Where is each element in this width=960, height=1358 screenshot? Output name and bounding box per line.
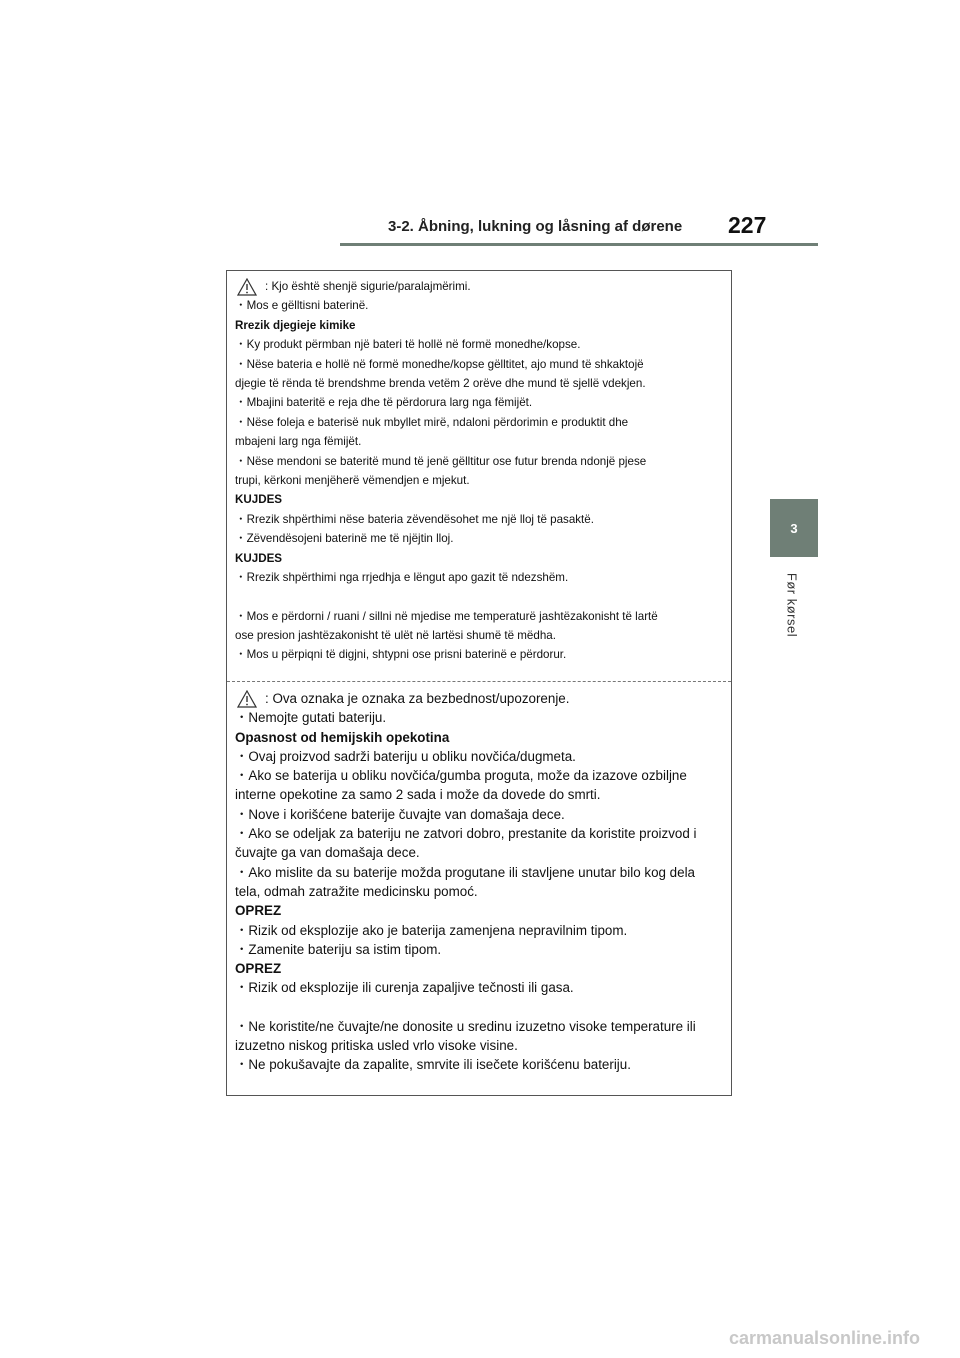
blank-line <box>235 588 715 607</box>
warning-line: mbajeni larg nga fëmijët. <box>235 435 362 449</box>
caution-heading: KUJDES <box>235 551 283 565</box>
battery-warning-box <box>226 270 732 1096</box>
warning-symbol-line <box>235 689 715 708</box>
warning-triangle-icon <box>237 278 257 296</box>
warning-line: trupi, kërkoni menjëherë vëmendjen e mjekut. <box>235 474 470 488</box>
warning-line: ・Ne pokušavajte da zapalite, smrvite ili isečete korišćenu bateriju. <box>235 1057 631 1073</box>
chapter-number: 3 <box>790 520 798 536</box>
caution-heading: OPREZ <box>235 903 282 919</box>
warning-line: ・Nëse foleja e baterisë nuk mbyllet mirë, ndaloni përdorimin e produktit dhe <box>235 415 629 429</box>
caution-heading: KUJDES <box>235 493 283 507</box>
warning-line: ・Ky produkt përmban një bateri të hollë në formë monedhe/kopse. <box>235 338 581 352</box>
warning-line: ・Rrezik shpërthimi nëse bateria zëvendësohet me një lloj të pasaktë. <box>235 512 594 526</box>
serbian-warning-section <box>235 689 715 1075</box>
hazard-heading: Rrezik djegieje kimike <box>235 318 356 332</box>
warning-line: ・Zamenite bateriju sa istim tipom. <box>235 941 442 957</box>
warning-line: čuvajte ga van domašaja dece. <box>235 845 420 861</box>
warning-line: ・Mos e gëlltisni baterinë. <box>235 299 369 313</box>
warning-line: ・Nëse mendoni se bateritë mund të jenë gëlltitur ose futur brenda ndonjë pjese <box>235 454 647 468</box>
warning-line: ・Mos u përpiqni të digjni, shtypni ose prisni baterinë e përdorur. <box>235 648 567 662</box>
blank-line <box>235 998 715 1017</box>
warning-line: interne opekotine za samo 2 sada i može da dovede do smrti. <box>235 787 601 803</box>
warning-line: ・Ako mislite da su baterije možda progutane ili stavljene unutar bilo kog dela <box>235 864 696 880</box>
warning-line: ・Zëvendësojeni baterinë me të njëjtin lloj. <box>235 532 454 546</box>
section-title: 3-2. Åbning, lukning og låsning af dørene <box>388 218 683 235</box>
warning-line: tela, odmah zatražite medicinsku pomoć. <box>235 883 478 899</box>
page-number: 227 <box>728 212 767 238</box>
warning-line: ・Rizik od eksplozije ili curenja zapaljive tečnosti ili gasa. <box>235 980 574 996</box>
warning-line: ・Ovaj proizvod sadrži bateriju u obliku novčića/dugmeta. <box>235 748 576 764</box>
section-divider <box>227 681 731 682</box>
warning-line: izuzetno niskog pritiska usled vrlo visoke visine. <box>235 1038 518 1054</box>
warning-line: ・Mos e përdorni / ruani / sillni në mjedise me temperaturë jashtëzakonisht të lartë <box>235 609 658 623</box>
caution-heading: OPREZ <box>235 961 282 977</box>
warning-line: djegie të rënda të brendshme brenda vetëm 2 orëve dhe mund të sjellë vdekjen. <box>235 377 646 391</box>
warning-symbol-text: : Kjo është shenjë sigurie/paralajmërimi. <box>265 280 471 293</box>
watermark: carmanualsonline.info <box>729 1328 921 1348</box>
warning-triangle-icon <box>237 690 257 708</box>
chapter-tab <box>770 499 818 557</box>
warning-line: ・Nëse bateria e hollë në formë monedhe/kopse gëlltitet, ajo mund të shkaktojë <box>235 357 644 371</box>
chapter-label: Før kørsel <box>784 572 800 638</box>
warning-line: ・Ako se baterija u obliku novčića/gumba proguta, može da izazove ozbiljne <box>235 768 687 784</box>
header-divider <box>340 243 818 246</box>
albanian-warning-section <box>235 277 715 665</box>
hazard-heading: Opasnost od hemijskih opekotina <box>235 729 450 745</box>
warning-symbol-line <box>235 277 715 296</box>
warning-line: ・Rrezik shpërthimi nga rrjedhja e lëngut apo gazit të ndezshëm. <box>235 571 569 585</box>
warning-line: ・Rizik od eksplozije ako je baterija zamenjena nepravilnim tipom. <box>235 922 628 938</box>
warning-line: ・Nemojte gutati bateriju. <box>235 710 387 726</box>
warning-symbol-text: : Ova oznaka je oznaka za bezbednost/upozorenje. <box>265 691 570 706</box>
warning-line: ose presion jashtëzakonisht të ulët në lartësi shumë të mëdha. <box>235 628 556 642</box>
warning-line: ・Ne koristite/ne čuvajte/ne donosite u sredinu izuzetno visoke temperature ili <box>235 1018 696 1034</box>
warning-line: ・Nove i korišćene baterije čuvajte van domašaja dece. <box>235 806 565 822</box>
warning-line: ・Ako se odeljak za bateriju ne zatvori dobro, prestanite da koristite proizvod i <box>235 826 697 842</box>
warning-line: ・Mbajini bateritë e reja dhe të përdorura larg nga fëmijët. <box>235 396 533 410</box>
